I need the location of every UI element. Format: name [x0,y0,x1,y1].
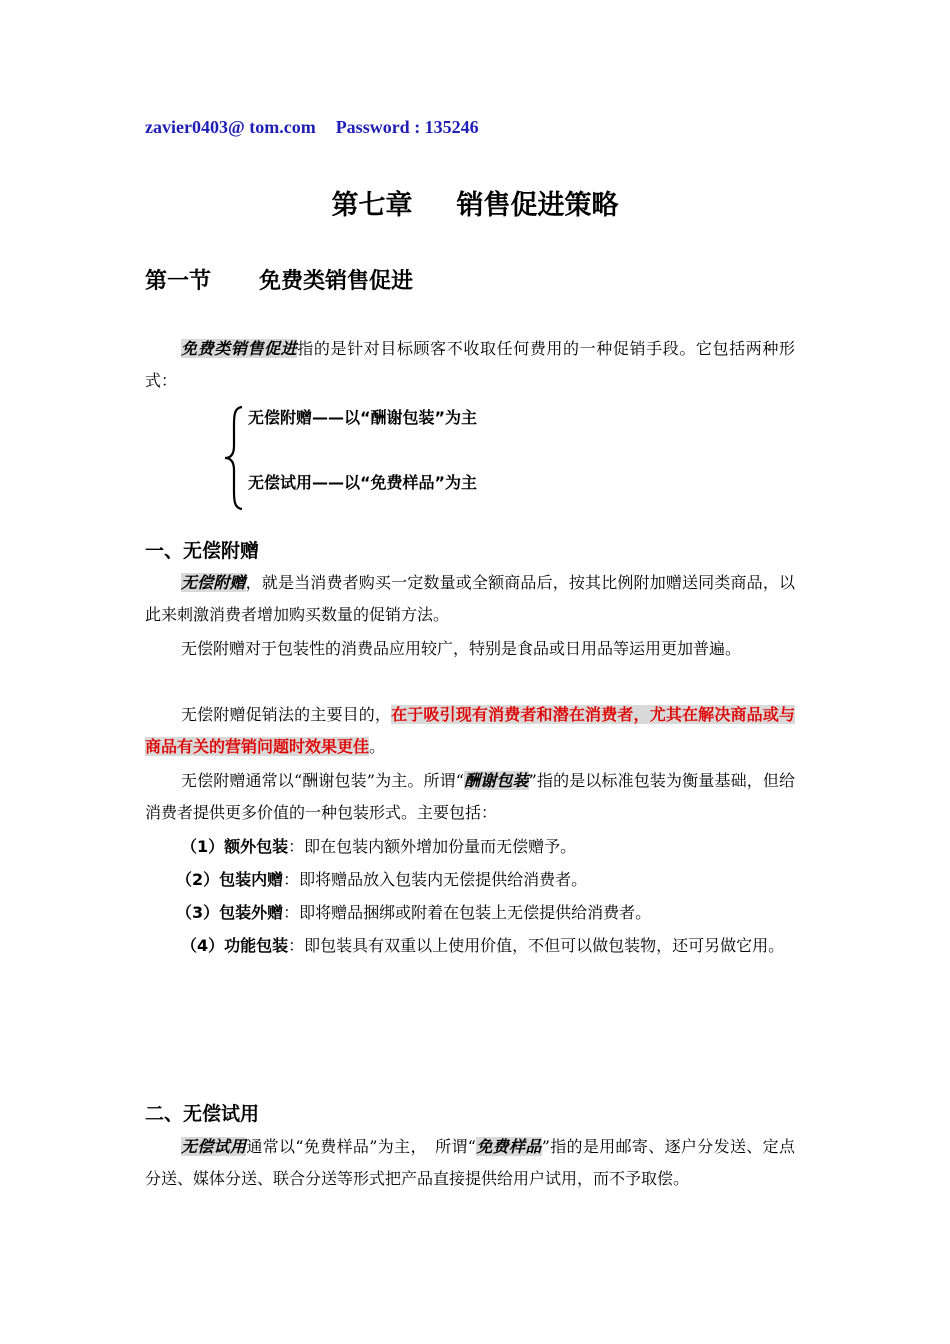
part1-p1-text: ，就是当消费者购买一定数量或全额商品后，按其比例附加赠送同类商品，以此来刺激消费者增加购买数量的促销方法。 [145,573,795,624]
list-item-1 [181,831,576,863]
list-item-4-label: （4）功能包装 [181,936,289,955]
part2-term-1: 无偿试用 [181,1137,247,1156]
section-number: 第一节 [145,269,212,294]
form-item-1: 无偿附赠——以“酬谢包装”为主 [248,408,478,427]
list-item-3 [176,897,651,929]
intro-term: 免费类销售促进 [181,339,298,358]
part1-p3-post: 。 [369,737,386,756]
part1-p4-post: ”指的是以标准包装为衡量基础，但给消费者提供更多价值的一种包装形式。主要包括： [145,771,795,822]
part1-p3-highlight: 在于吸引现有消费者和潜在消费者，尤其在解决商品或与商品有关的营销问题时效果更佳 [145,705,795,756]
part2-paragraph [145,1131,795,1195]
list-item-1-text: ：即在包装内额外增加份量而无偿赠予。 [288,837,577,856]
chapter-number: 第七章 [331,190,413,221]
part1-p4-term: 酬谢包装 [463,771,529,790]
intro-paragraph [145,333,795,397]
contact-email: zavier0403@ tom.com [145,117,316,137]
list-item-4-text: ：即包装具有双重以上使用价值，不但可以做包装物，还可另做它用。 [288,936,785,955]
contact-line [145,117,479,138]
list-item-2-text: ：即将赠品放入包装内无偿提供给消费者。 [283,870,588,889]
part1-paragraph-4 [145,765,795,829]
left-brace-icon [222,404,246,512]
contact-password: Password : 135246 [335,117,479,137]
part1-heading: 一、无偿附赠 [145,540,260,562]
part1-p3-pre: 无偿附赠促销法的主要目的， [181,705,392,724]
part2-heading: 二、无偿试用 [145,1103,260,1125]
part2-term-2: 免费样品 [476,1137,542,1156]
part2-rest: ”指的是用邮寄、逐户分发送、定点分送、媒体分送、联合分送等形式把产品直接提供给用户试用，而不予取偿。 [145,1137,795,1188]
section-name: 免费类销售促进 [259,269,414,294]
part1-p4-pre: 无偿附赠通常以“酬谢包装”为主。所谓“ [181,771,464,790]
part1-paragraph-3 [145,699,795,763]
list-item-4 [145,930,795,962]
list-item-2-label: （2）包装内赠 [176,870,284,889]
part2-mid: 通常以“免费样品”为主， 所谓“ [246,1137,476,1156]
chapter-name: 销售促进策略 [456,190,619,221]
list-item-2 [176,864,587,896]
list-item-3-label: （3）包装外赠 [176,903,284,922]
intro-text: 指的是针对目标顾客不收取任何费用的一种促销手段。它包括两种形式： [145,339,795,390]
list-item-3-text: ：即将赠品捆绑或附着在包装上无偿提供给消费者。 [283,903,652,922]
form-item-2: 无偿试用——以“免费样品”为主 [248,473,478,492]
part1-paragraph-1 [145,567,795,631]
chapter-title [0,183,950,222]
part1-term: 无偿附赠 [181,573,246,592]
section-title [145,264,413,295]
list-item-1-label: （1）额外包装 [181,837,289,856]
part1-paragraph-2: 无偿附赠对于包装性的消费品应用较广，特别是食品或日用品等运用更加普遍。 [181,639,742,658]
